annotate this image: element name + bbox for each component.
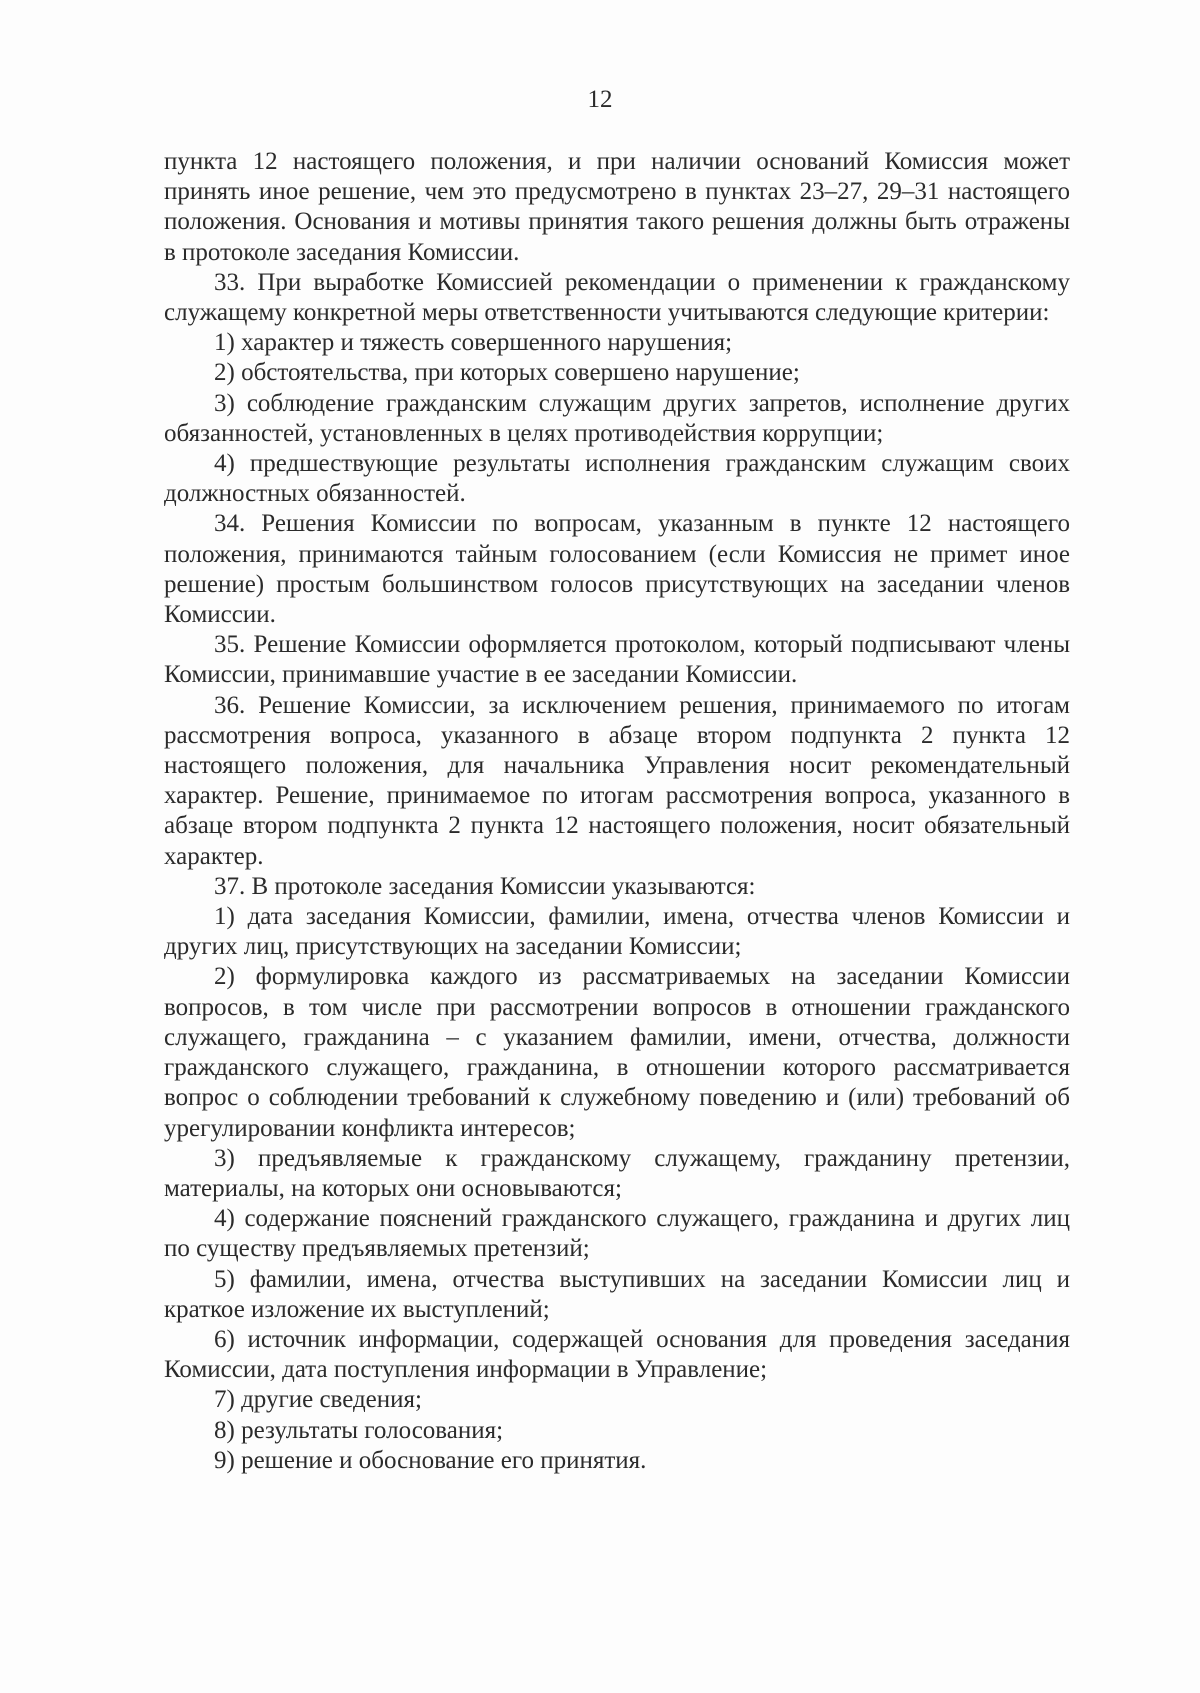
- protocol-item-5: 5) фамилии, имена, отчества выступивших на заседании Комиссии лиц и краткое изложение их выступлений;: [164, 1265, 1070, 1323]
- protocol-item-1: 1) дата заседания Комиссии, фамилии, имена, отчества членов Комиссии и других лиц, присутствующих на заседании Комиссии;: [164, 903, 1070, 961]
- criterion-4: 4) предшествующие результаты исполнения гражданским служащим своих должностных обязанностей.: [164, 450, 1070, 508]
- document-body: [164, 147, 1070, 1476]
- protocol-item-7: 7) другие сведения;: [214, 1386, 422, 1414]
- paragraph-36: 36. Решение Комиссии, за исключением решения, принимаемого по итогам рассмотрения вопроса, указанного в абзаце втором подпункта 2 пункта 12 настоящего положения, для начальника Управления носит рекомендательный характер. Решение, принимаемое по итогам рассмотрения вопроса, указанного в абзаце втором подпункта 2 пункта 12 настоящего положения, носит обязательный характер.: [164, 691, 1070, 870]
- protocol-item-4: 4) содержание пояснений гражданского служащего, гражданина и других лиц по существу предъявляемых претензий;: [164, 1205, 1070, 1263]
- criterion-1: 1) характер и тяжесть совершенного нарушения;: [214, 329, 733, 357]
- criterion-3: 3) соблюдение гражданским служащим других запретов, исполнение других обязанностей, установленных в целях противодействия коррупции;: [164, 389, 1070, 447]
- paragraph-continuation: пункта 12 настоящего положения, и при наличии оснований Комиссия может принять иное решение, чем это предусмотрено в пунктах 23–27, 29–31 настоящего положения. Основания и мотивы принятия такого решения должны быть отражены в протоколе заседания Комиссии.: [164, 148, 1070, 266]
- paragraph-34: 34. Решения Комиссии по вопросам, указанным в пункте 12 настоящего положения, принимаются тайным голосованием (если Комиссия не примет иное решение) простым большинством голосов присутствующих на заседании членов Комиссии.: [164, 510, 1070, 629]
- protocol-item-2: 2) формулировка каждого из рассматриваемых на заседании Комиссии вопросов, в том числе при рассмотрении вопросов в отношении гражданского служащего, гражданина – с указанием фамилии, имени, отчества, должности гражданского служащего, гражданина, в отношении которого рассматривается вопрос о соблюдении требований к служебному поведению и (или) требований об урегулировании конфликта интересов;: [164, 963, 1070, 1142]
- paragraph-37: 37. В протоколе заседания Комиссии указываются:: [214, 872, 756, 900]
- protocol-item-3: 3) предъявляемые к гражданскому служащему, гражданину претензии, материалы, на которых они основываются;: [164, 1144, 1070, 1202]
- paragraph-33: 33. При выработке Комиссией рекомендации о применении к гражданскому служащему конкретной меры ответственности учитываются следующие критерии:: [164, 268, 1070, 327]
- paragraph-35: 35. Решение Комиссии оформляется протоколом, который подписывают члены Комиссии, принимавшие участие в ее заседании Комиссии.: [164, 631, 1070, 689]
- protocol-item-9: 9) решение и обоснование его принятия.: [214, 1446, 647, 1474]
- protocol-item-8: 8) результаты голосования;: [214, 1416, 504, 1444]
- protocol-item-6: 6) источник информации, содержащей основания для проведения заседания Комиссии, дата поступления информации в Управление;: [164, 1325, 1070, 1384]
- criterion-2: 2) обстоятельства, при которых совершено нарушение;: [214, 359, 800, 387]
- page-number: 12: [587, 86, 613, 113]
